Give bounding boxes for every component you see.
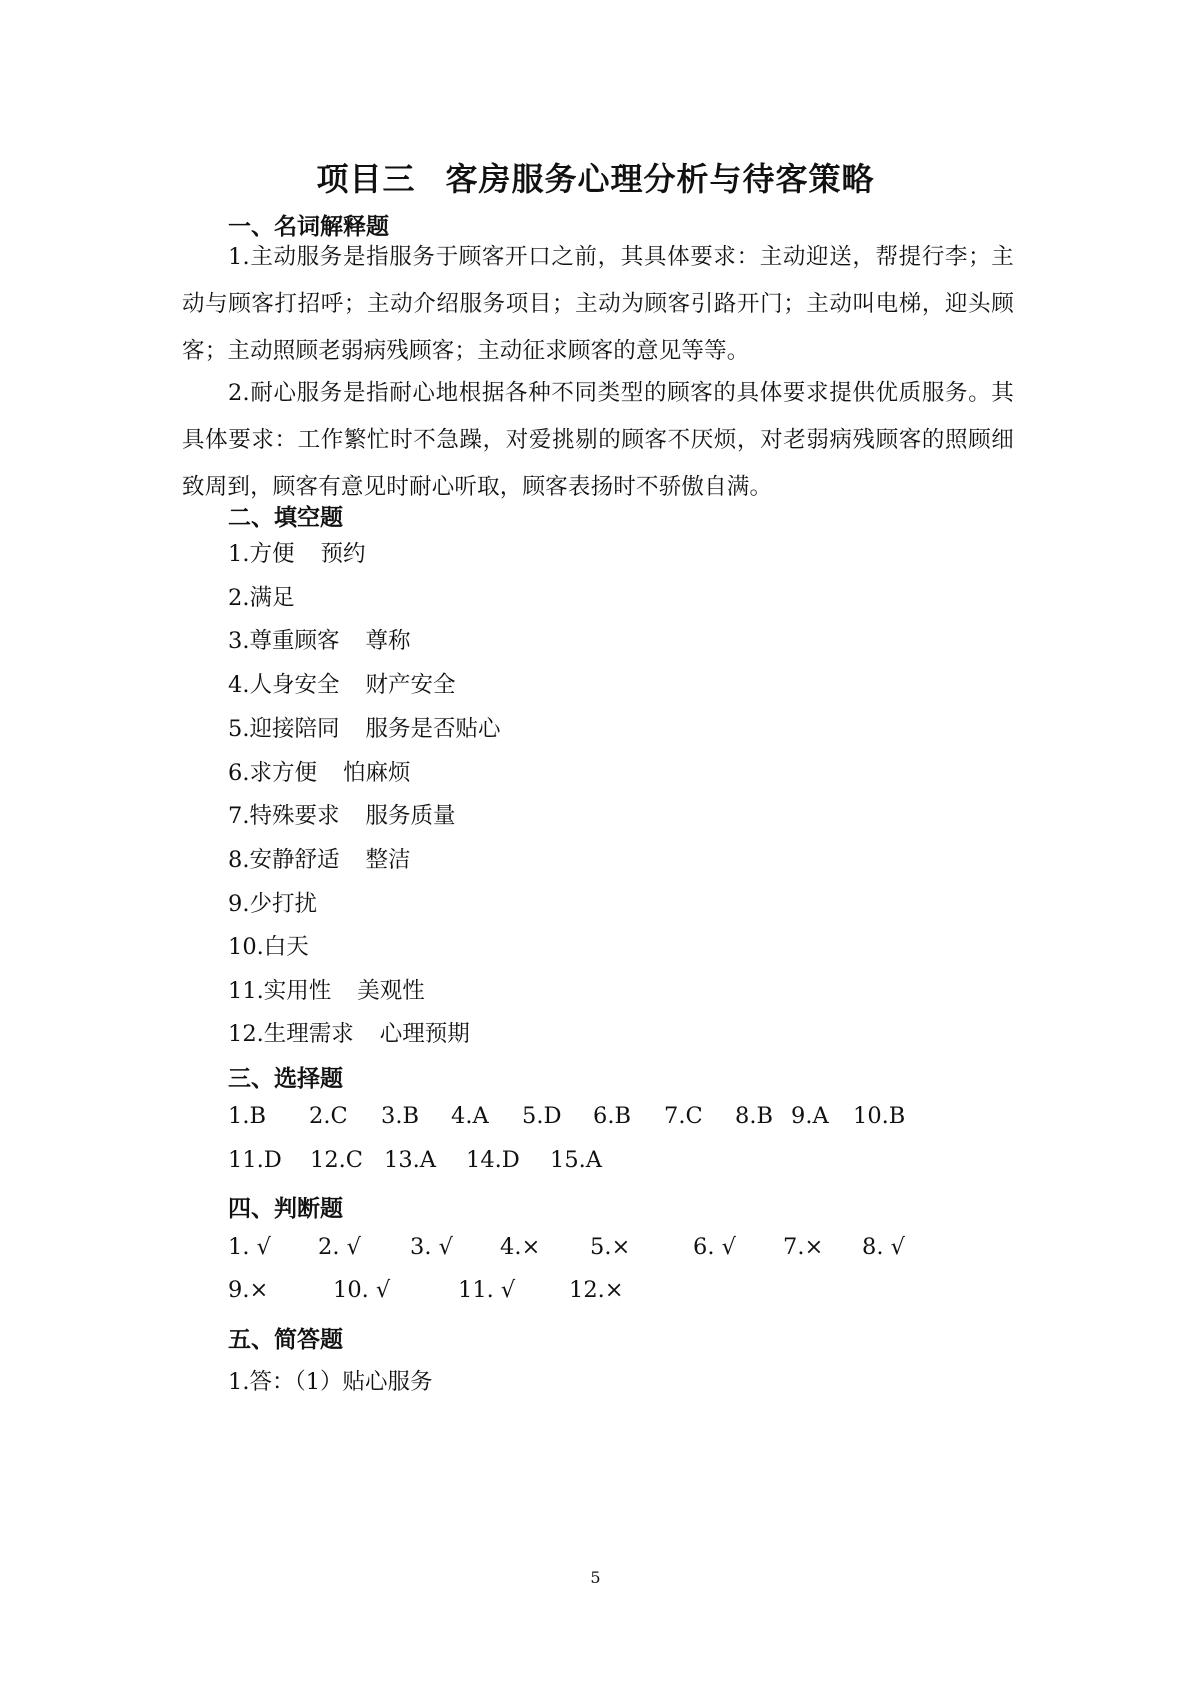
judgment-answer: 3. √: [410, 1234, 453, 1260]
section-heading-short-answer: 五、简答题: [228, 1327, 343, 1353]
fill-blank-item: 8.安静舒适 整洁: [228, 847, 411, 873]
short-answer-line: 1.答：（1）贴心服务: [228, 1369, 433, 1395]
fill-blank-item: 4.人身安全 财产安全: [228, 672, 456, 698]
fill-blank-item: 5.迎接陪同 服务是否贴心: [228, 716, 501, 742]
fill-blank-item: 10.白天: [228, 934, 309, 960]
choice-answer: 1.B: [228, 1103, 267, 1129]
choice-answer: 9.A: [791, 1103, 829, 1129]
choice-answer: 8.B: [735, 1103, 774, 1129]
section-heading-definitions: 一、名词解释题: [228, 214, 389, 240]
choice-answer: 6.B: [593, 1103, 632, 1129]
fill-blank-item: 1.方便 预约: [228, 541, 366, 567]
judgment-answer: 10. √: [333, 1277, 391, 1303]
title-part-1: 项目三: [316, 160, 416, 198]
section-heading-judgments: 四、判断题: [228, 1196, 343, 1222]
choice-answer: 2.C: [309, 1103, 348, 1129]
choice-answer: 5.D: [522, 1103, 562, 1129]
choice-answer: 7.C: [664, 1103, 703, 1129]
page-title: [0, 154, 1191, 200]
definition-paragraph-1: 1.主动服务是指服务于顾客开口之前，其具体要求：主动迎送，帮提行李；主动与顾客打招呼；主动介绍服务项目；主动为顾客引路开门；主动叫电梯，迎头顾客；主动照顾老弱病残顾客；主动征求顾客的意见等等。: [182, 244, 1014, 364]
judgment-answer: 5.×: [590, 1234, 631, 1260]
choice-answer: 11.D: [228, 1147, 282, 1173]
fill-blank-item: 2.满足: [228, 585, 295, 611]
judgment-answer: 1. √: [228, 1234, 271, 1260]
choice-answer: 12.C: [310, 1147, 363, 1173]
fill-blank-item: 7.特殊要求 服务质量: [228, 803, 456, 829]
fill-blank-item: 3.尊重顾客 尊称: [228, 628, 411, 654]
judgment-answer: 6. √: [693, 1234, 736, 1260]
section-heading-choices: 三、选择题: [228, 1066, 343, 1092]
section-heading-fill-blanks: 二、填空题: [228, 505, 343, 531]
judgment-answer: 2. √: [318, 1234, 361, 1260]
choice-answer: 14.D: [466, 1147, 520, 1173]
choice-answer: 10.B: [853, 1103, 906, 1129]
title-part-2: 客房服务心理分析与待客策略: [445, 160, 875, 198]
judgment-answer: 12.×: [569, 1277, 624, 1303]
judgment-answer: 11. √: [458, 1277, 516, 1303]
judgment-answer: 4.×: [500, 1234, 541, 1260]
choice-answer: 3.B: [381, 1103, 420, 1129]
judgment-answer: 9.×: [228, 1277, 269, 1303]
choice-answer: 15.A: [550, 1147, 603, 1173]
choice-answer: 13.A: [384, 1147, 437, 1173]
judgment-answer: 8. √: [862, 1234, 905, 1260]
definition-paragraph-2: 2.耐心服务是指耐心地根据各种不同类型的顾客的具体要求提供优质服务。其具体要求：工作繁忙时不急躁，对爱挑剔的顾客不厌烦，对老弱病残顾客的照顾细致周到，顾客有意见时耐心听取，顾客表扬时不骄傲自满。: [182, 380, 1014, 500]
fill-blank-item: 6.求方便 怕麻烦: [228, 760, 411, 786]
choice-answer: 4.A: [451, 1103, 489, 1129]
fill-blank-item: 9.少打扰: [228, 891, 317, 917]
page-number: 5: [590, 1568, 601, 1587]
fill-blank-item: 11.实用性 美观性: [228, 978, 425, 1004]
fill-blank-item: 12.生理需求 心理预期: [228, 1021, 470, 1047]
judgment-answer: 7.×: [783, 1234, 824, 1260]
